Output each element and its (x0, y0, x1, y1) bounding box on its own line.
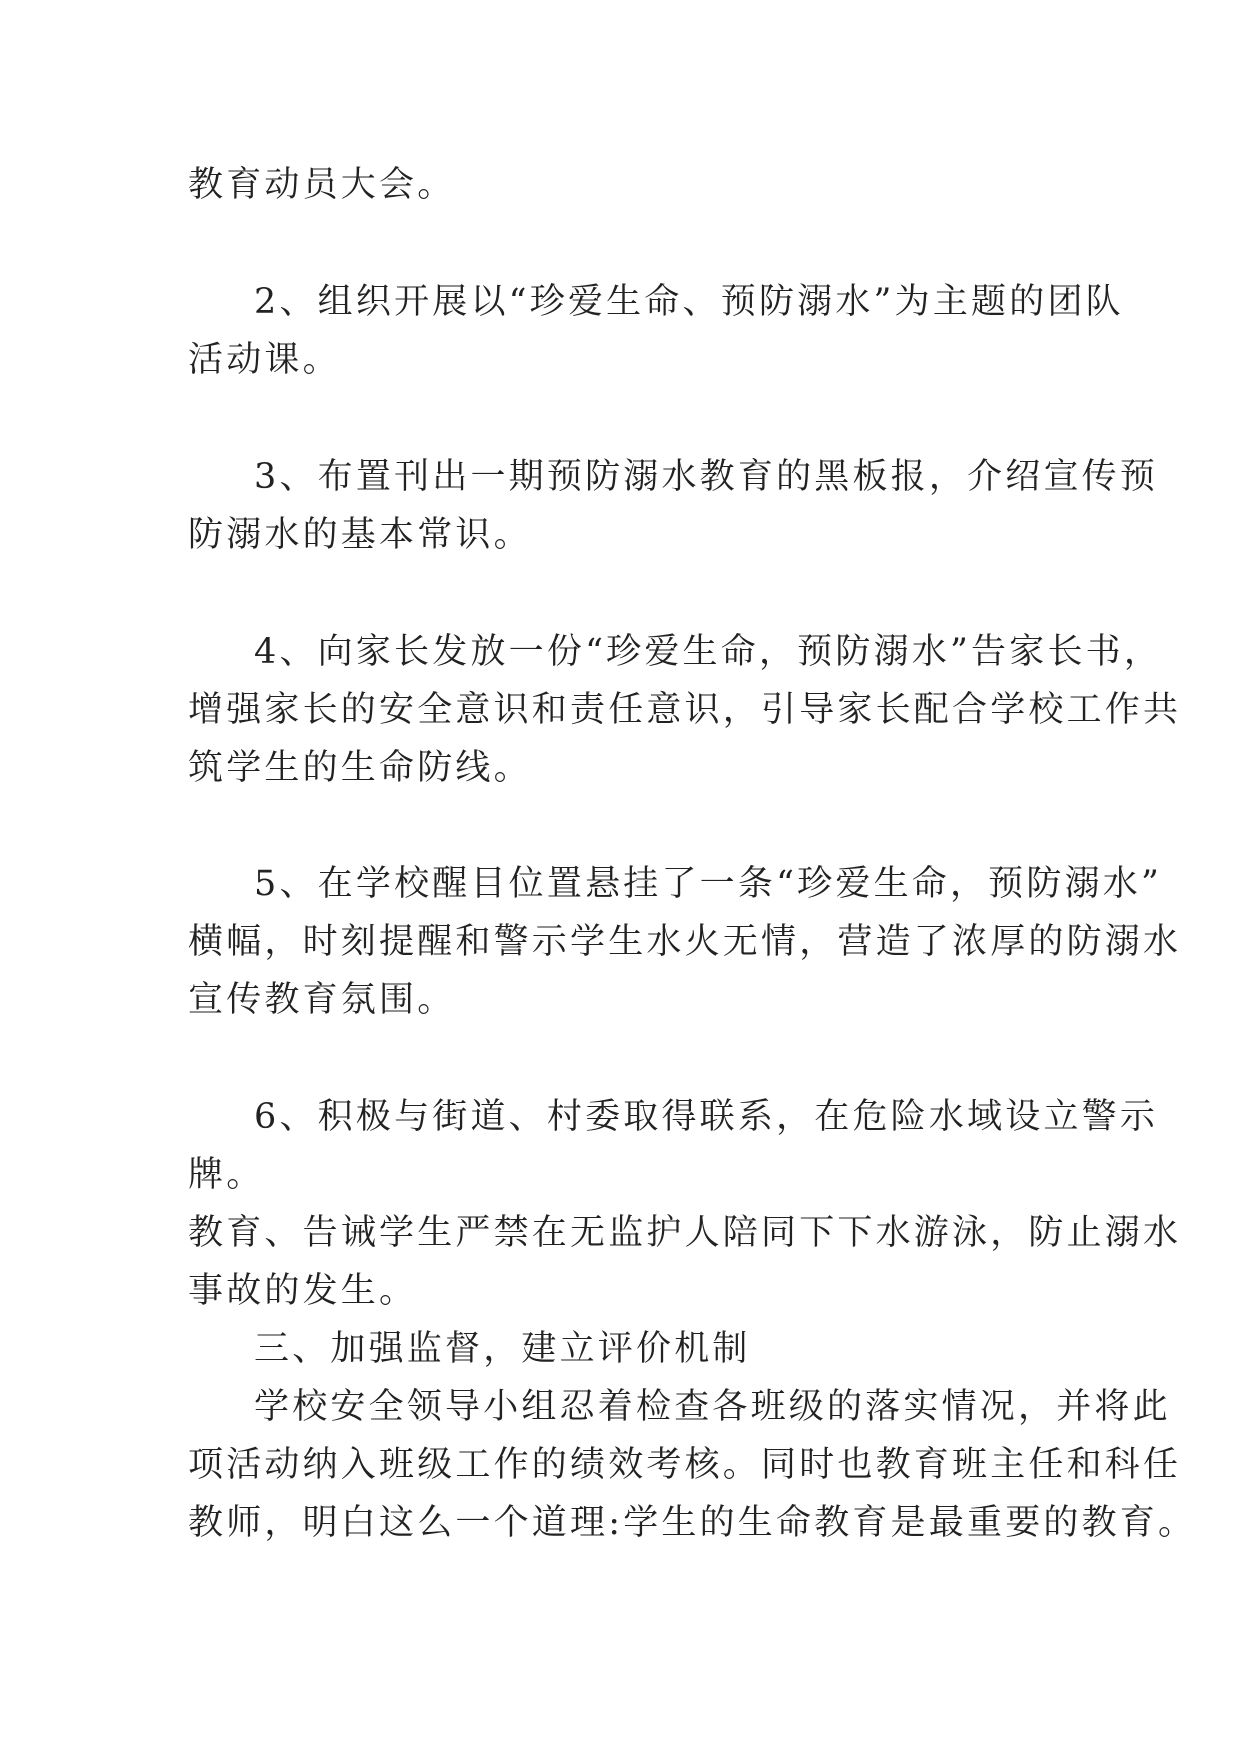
section-heading: 三、加强监督，建立评价机制 (254, 1329, 751, 1369)
final-paragraph-line-3: 教师，明白这么一个道理:学生的生命教育是最重要的教育。 (188, 1503, 1197, 1543)
list-item-4-line-3: 筑学生的生命防线。 (188, 748, 532, 788)
final-paragraph-line-1: 学校安全领导小组忍着检查各班级的落实情况，并将此 (254, 1387, 1171, 1427)
final-paragraph-line-2: 项活动纳入班级工作的绩效考核。同时也教育班主任和科任 (188, 1445, 1182, 1485)
list-item-4-line-1: 4、向家长发放一份“珍爱生命，预防溺水”告家长书， (254, 632, 1163, 672)
list-item-5-line-2: 横幅，时刻提醒和警示学生水火无情，营造了浓厚的防溺水 (188, 922, 1182, 962)
list-item-6-line-2: 牌。 (188, 1155, 265, 1195)
list-item-6-line-1: 6、积极与街道、村委取得联系，在危险水域设立警示 (254, 1097, 1159, 1137)
list-item-2-line-1: 2、组织开展以“珍爱生命、预防溺水”为主题的团队 (254, 282, 1124, 322)
list-item-2-line-2: 活动课。 (188, 340, 341, 380)
list-item-3-line-2: 防溺水的基本常识。 (188, 515, 532, 555)
paragraph-line-2: 事故的发生。 (188, 1271, 418, 1311)
text-line-1: 教育动员大会。 (188, 165, 456, 205)
list-item-3-line-1: 3、布置刊出一期预防溺水教育的黑板报，介绍宣传预 (254, 457, 1159, 497)
list-item-4-line-2: 增强家长的安全意识和责任意识，引导家长配合学校工作共 (188, 690, 1182, 730)
paragraph-line-1: 教育、告诫学生严禁在无监护人陪同下下水游泳，防止溺水 (188, 1213, 1182, 1253)
list-item-5-line-1: 5、在学校醒目位置悬挂了一条“珍爱生命，预防溺水” (254, 864, 1163, 904)
list-item-5-line-3: 宣传教育氛围。 (188, 980, 456, 1020)
